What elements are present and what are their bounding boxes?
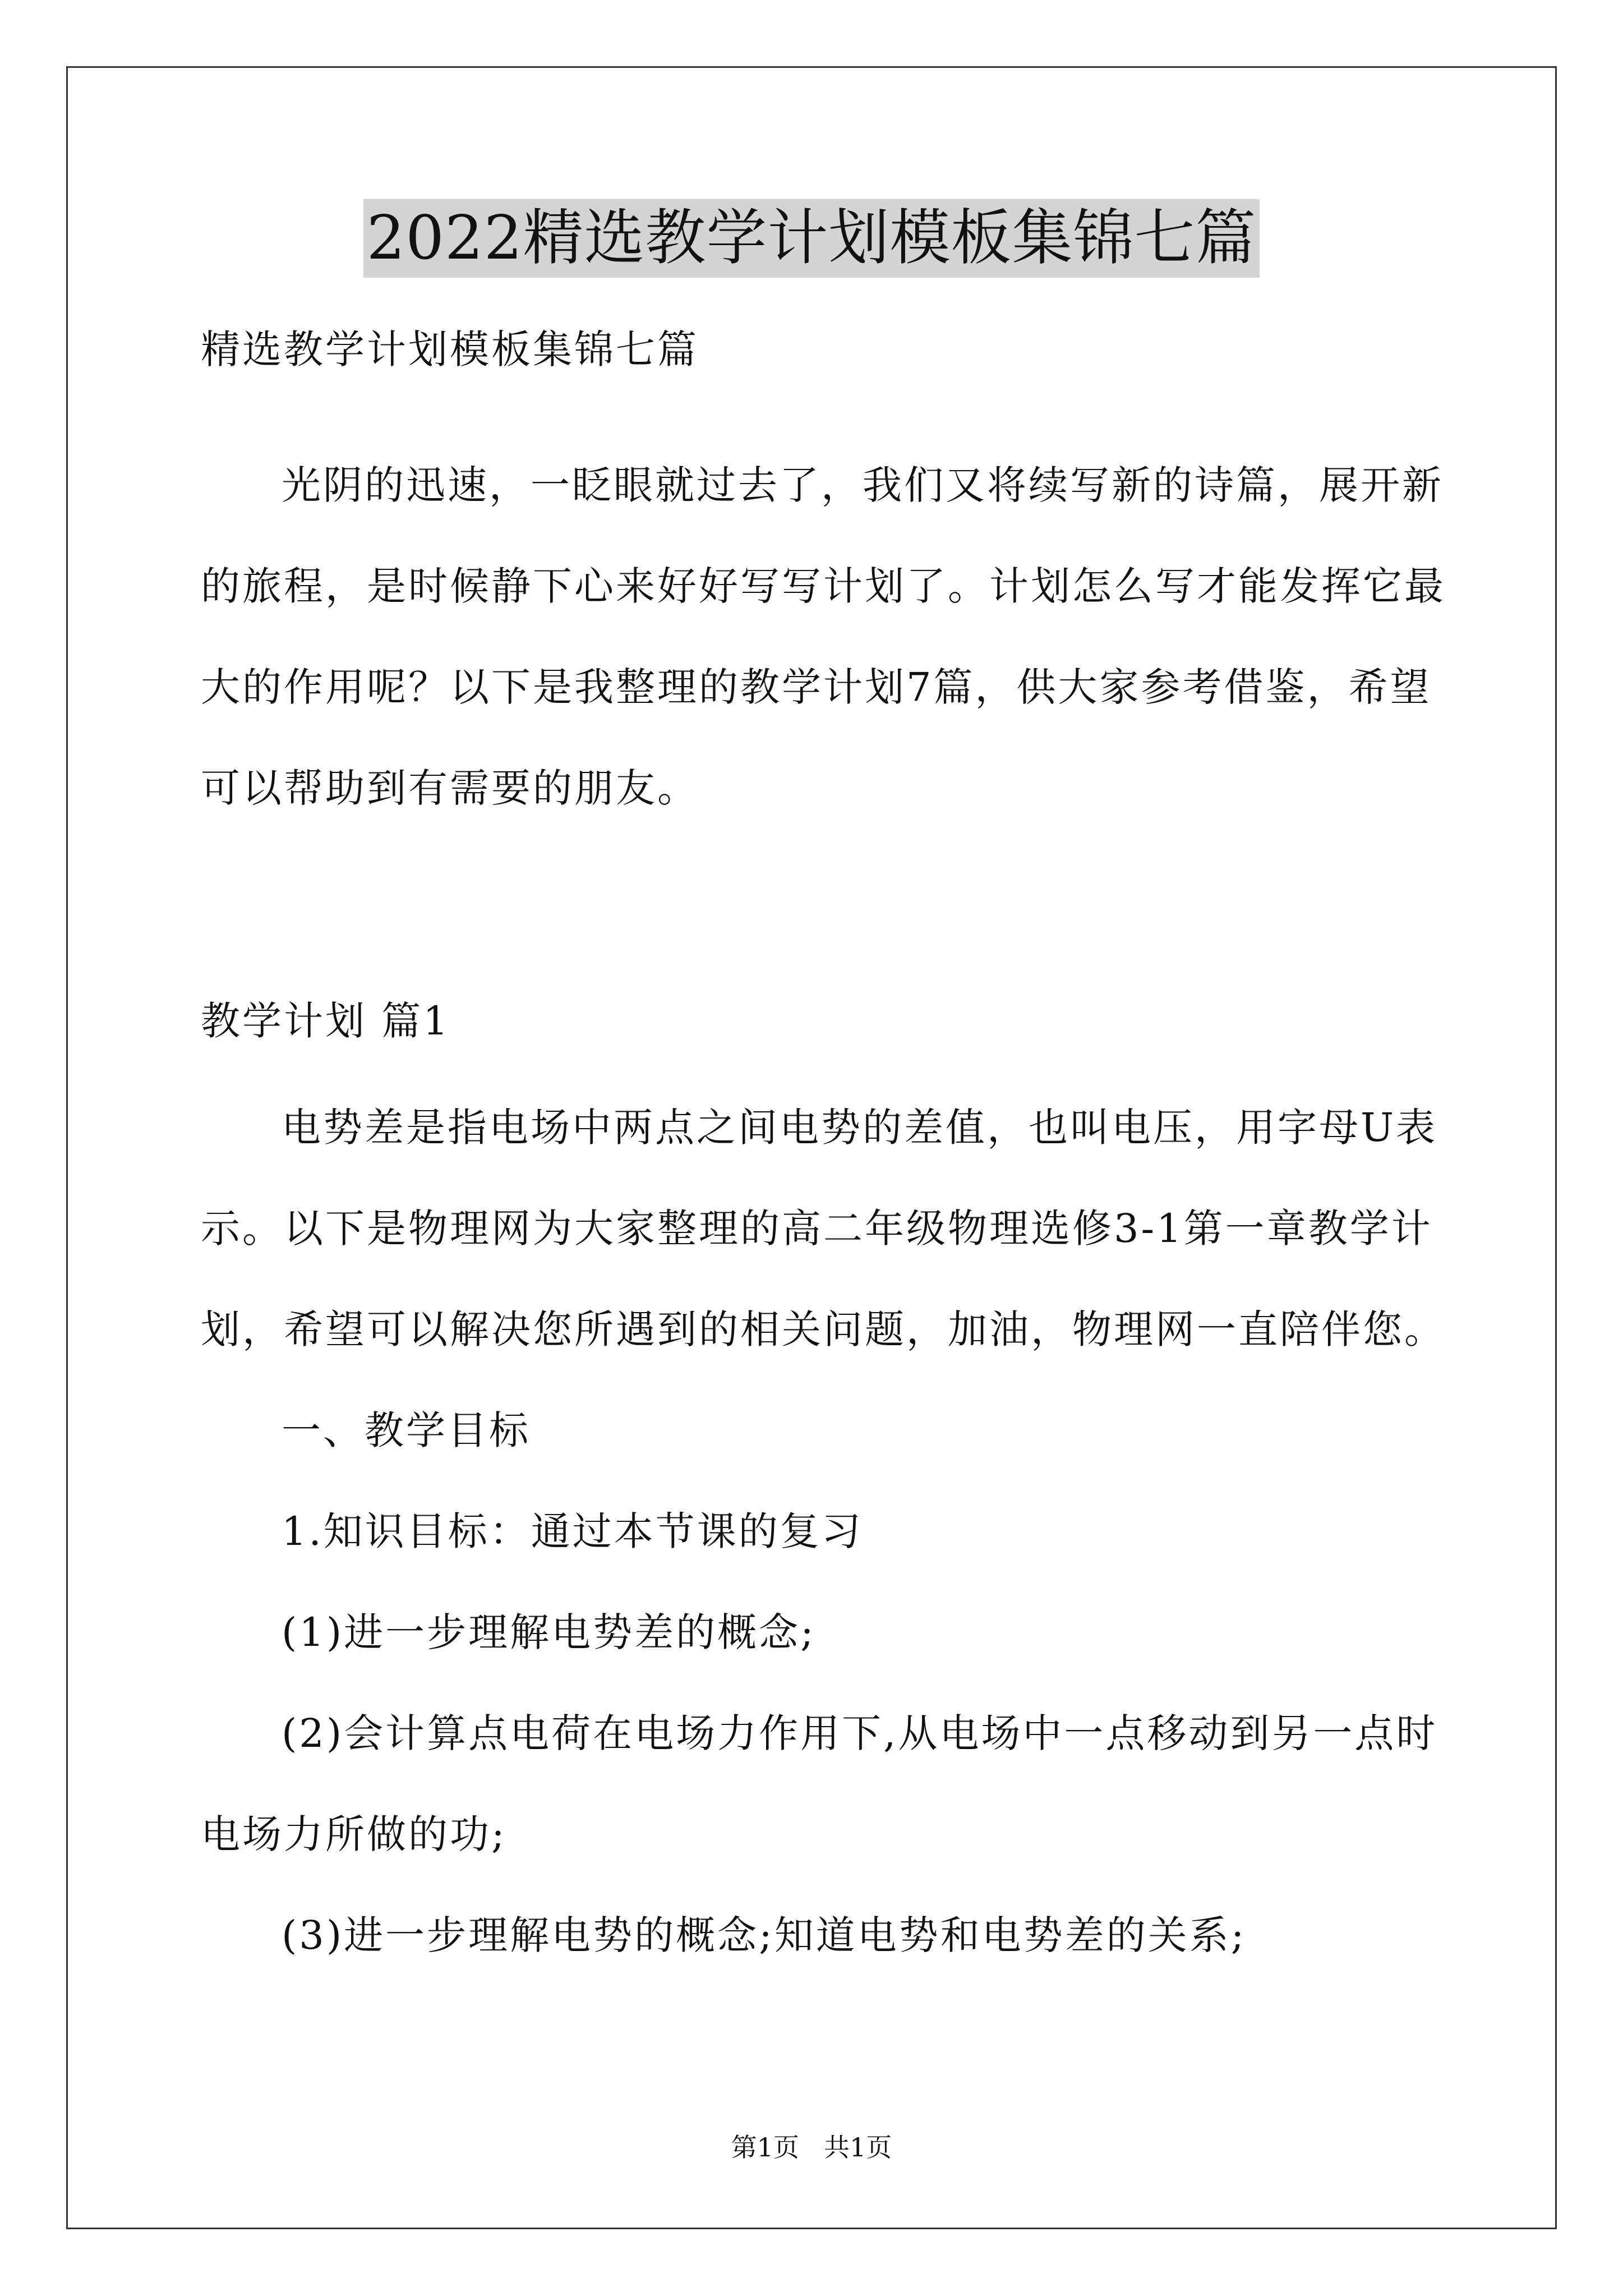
list-item-2-line-2: 电场力所做的功; (201, 1811, 507, 1857)
list-item-1: (1)进一步理解电势差的概念; (282, 1609, 816, 1655)
section-intro-line-2: 示。以下是物理网为大家整理的高二年级物理选修3-1第一章教学计 (201, 1205, 1433, 1251)
list-item-2-line-1: (2)会计算点电荷在电场力作用下,从电场中一点移动到另一点时 (282, 1710, 1438, 1756)
page-footer (0, 2131, 1623, 2164)
section-heading: 教学计划 篇1 (201, 998, 450, 1044)
title-container (0, 199, 1623, 278)
section-intro-line-1: 电势差是指电场中两点之间电势的差值，也叫电压，用字母U表 (282, 1105, 1437, 1151)
intro-line-1: 光阴的迅速，一眨眼就过去了，我们又将续写新的诗篇，展开新 (282, 462, 1444, 508)
footer-page-number: 第1页 (731, 2132, 800, 2162)
goals-heading: 一、教学目标 (282, 1407, 531, 1453)
knowledge-goal: 1.知识目标：通过本节课的复习 (282, 1508, 863, 1554)
document-title: 2022精选教学计划模板集锦七篇 (363, 199, 1260, 278)
intro-line-4: 可以帮助到有需要的朋友。 (201, 765, 699, 811)
intro-line-3: 大的作用呢？以下是我整理的教学计划7篇，供大家参考借鉴，希望 (201, 664, 1432, 710)
footer-total-pages: 共1页 (823, 2132, 892, 2162)
section-intro-line-3: 划，希望可以解决您所遇到的相关问题，加油，物理网一直陪伴您。 (201, 1306, 1446, 1352)
intro-line-2: 的旅程，是时候静下心来好好写写计划了。计划怎么写才能发挥它最 (201, 563, 1446, 609)
subtitle: 精选教学计划模板集锦七篇 (201, 326, 699, 372)
list-item-3: (3)进一步理解电势的概念;知道电势和电势差的关系; (282, 1912, 1247, 1958)
